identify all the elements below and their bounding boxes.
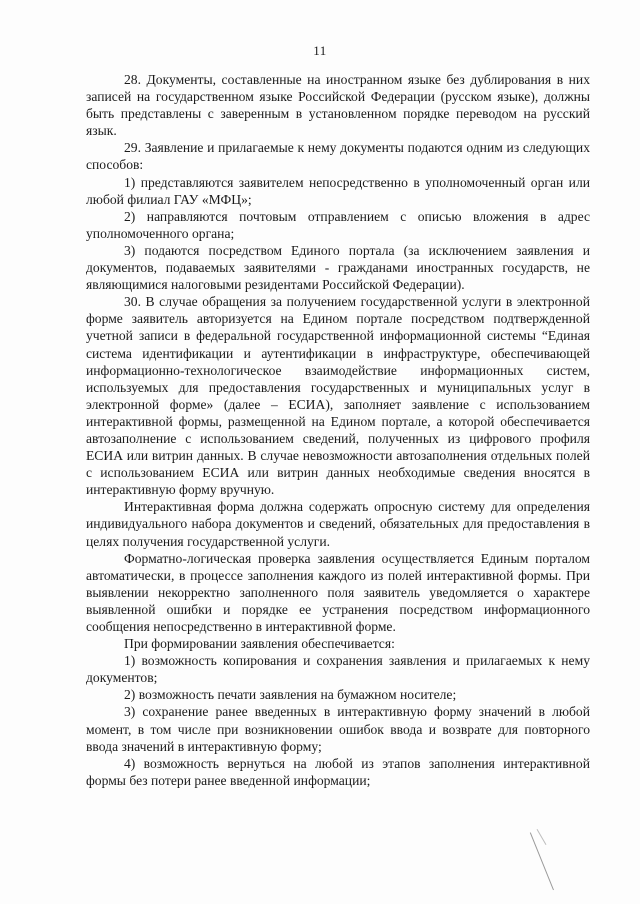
paragraph-30: 30. В случае обращения за получением государственной услуги в электронной форме заявитель авторизуется на Едином портале посредством подтвержденной учетной записи в федеральной государственной информационной системы “Единая система идентификации и аутентификации в инфраструктуре, обеспечивающей информационно-технологическое взаимодействие информационных систем, используемых для предоставления государственных и муниципальных услуг в электронной форме» (далее – ЕСИА), заполняет заявление с использованием интерактивной формы, размещенной на Едином портале, а которой обеспечивается автозаполнение с использованием сведений, полученных из цифрового профиля ЕСИА или витрин данных. В случае невозможности автозаполнения отдельных полей с использованием ЕСИА или витрин данных необходимые сведения вносятся в интерактивную форму вручную. [86, 294, 590, 498]
paragraph-29-item-3: 3) подаются посредством Единого портала (за исключением заявления и документов, подаваемых заявителями - гражданами иностранных государств, не являющимися налоговыми резидентами Российской Федерации). [86, 242, 590, 293]
scan-artifact-line [537, 829, 547, 845]
paragraph-format-check: Форматно-логическая проверка заявления осуществляется Единым порталом автоматически, в процессе заполнения каждого из полей интерактивной формы. При выявлении некорректно заполненного поля заявитель уведомляется о характере выявленной ошибки и порядке ее устранения посредством информационного сообщения непосредственно в интерактивной форме. [86, 550, 590, 634]
paragraph-29-item-1: 1) представляются заявителем непосредственно в уполномоченный орган или любой филиал ГАУ «МФЦ»; [86, 174, 590, 207]
document-body [86, 71, 590, 789]
paragraph-29-item-2: 2) направляются почтовым отправлением с описью вложения в адрес уполномоченного органа; [86, 208, 590, 241]
paragraph-28: 28. Документы, составленные на иностранном языке без дублирования в них записей на государственном языке Российской Федерации (русском языке), должны быть представлены с заверенным в установленном порядке переводом на русский язык. [86, 72, 590, 139]
list-item-4: 4) возможность вернуться на любой из этапов заполнения интерактивной формы без потери ранее введенной информации; [86, 755, 590, 788]
scan-artifact-line [530, 832, 554, 890]
page-number: 11 [313, 43, 327, 58]
list-item-3: 3) сохранение ранее введенных в интерактивную форму значений в любой момент, в том числе при возникновении ошибок ввода и возврате для повторного ввода значений в интерактивную форму; [86, 704, 590, 754]
list-item-1: 1) возможность копирования и сохранения заявления и прилагаемых к нему документов; [86, 653, 590, 686]
paragraph-interactive-form: Интерактивная форма должна содержать опросную систему для определения индивидуального набора документов и сведений, обязательных для предоставления в целях получения государственной услуги. [86, 499, 590, 549]
paragraph-provided-list-intro: При формировании заявления обеспечивается: [124, 636, 395, 652]
list-item-2: 2) возможность печати заявления на бумажном носителе; [124, 687, 457, 703]
paragraph-29: 29. Заявление и прилагаемые к нему документы подаются одним из следующих способов: [86, 140, 590, 173]
